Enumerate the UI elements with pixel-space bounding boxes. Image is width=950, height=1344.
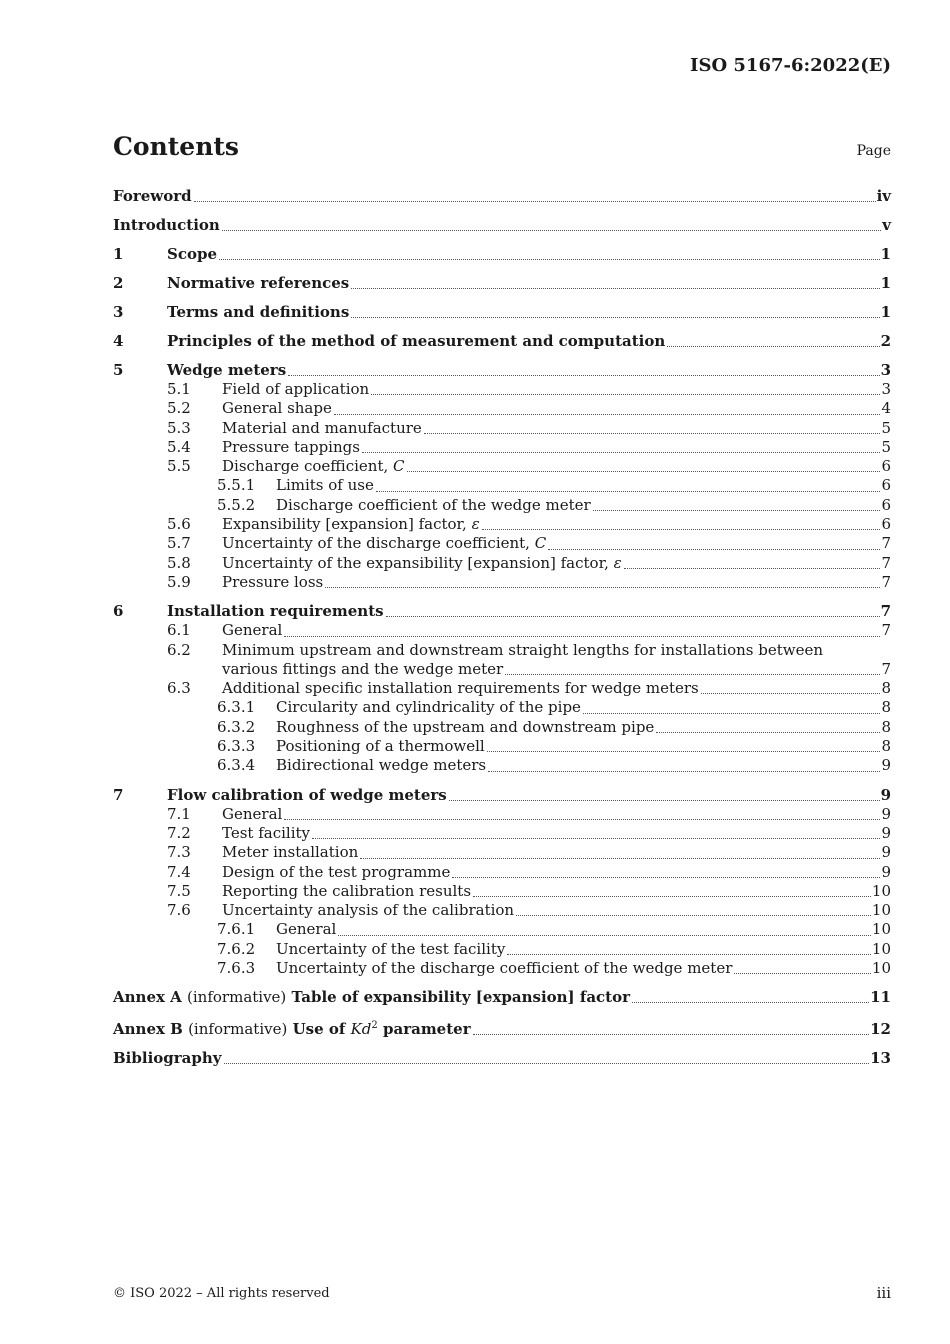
toc-number: 5.6 [167,515,191,534]
toc-entry-6-2[interactable] [113,641,891,680]
toc-number: 7.1 [167,804,191,823]
table-of-contents [113,186,891,1068]
toc-entry-clause-6[interactable] [113,601,891,621]
toc-title: Scope [167,245,218,263]
toc-entry-7-5[interactable] [113,882,891,901]
toc-entry-7-4[interactable] [113,863,891,882]
toc-title: Wedge meters [167,361,287,379]
toc-page: 6 [881,476,891,495]
toc-page: 8 [881,737,891,756]
toc-page: 5 [881,418,891,437]
toc-number: 7.6 [167,901,191,920]
symbol-c: C [534,534,547,553]
leader-dots [624,568,881,569]
toc-title-text: Expansibility [expansion] factor, [222,515,467,534]
toc-entry-5-7[interactable] [113,534,891,553]
leader-dots [424,433,881,434]
toc-page: 10 [871,920,891,939]
toc-title: Reporting the calibration results [222,881,472,900]
toc-number: 6.3.3 [217,737,256,756]
toc-entry-annex-b[interactable] [113,1016,891,1039]
annex-title-pre: Use of [292,1020,346,1039]
toc-entry-5-2[interactable] [113,399,891,418]
toc-title: Foreword [113,187,192,205]
leader-dots [371,394,880,395]
toc-page: 4 [881,399,891,418]
toc-entry-clause-4[interactable] [113,331,891,351]
toc-title: Uncertainty analysis of the calibration [222,901,515,920]
toc-page: 7 [881,572,891,591]
leader-dots [338,935,871,936]
toc-number: 5.3 [167,418,191,437]
toc-page: 1 [880,274,891,292]
annex-type: (informative) [188,1020,288,1039]
superscript-2: 2 [371,1020,378,1032]
toc-entry-5-1[interactable] [113,380,891,399]
toc-number: 5.1 [167,380,191,398]
toc-entry-6-1[interactable] [113,621,891,640]
leader-dots [325,587,880,588]
symbol-epsilon: ε [613,553,622,572]
toc-number: 6 [113,602,124,621]
toc-entry-7-6[interactable] [113,901,891,920]
toc-title: General [222,804,283,823]
toc-entry-6-3[interactable] [113,679,891,698]
leader-dots [284,636,880,637]
copyright-notice: © ISO 2022 – All rights reserved [113,1286,330,1301]
toc-entry-7-2[interactable] [113,824,891,843]
toc-title: Normative references [167,274,350,292]
toc-title: Discharge coefficient of the wedge meter [276,495,591,514]
toc-page: 9 [881,823,891,842]
toc-title-line-1: Minimum upstream and downstream straight lengths for installations between [222,640,823,659]
leader-dots [224,1063,870,1064]
toc-title-text: Uncertainty of the expansibility [expansion] factor, [222,553,609,572]
toc-entry-5-5[interactable] [113,457,891,476]
toc-number: 5.5 [167,457,191,476]
leader-dots [312,838,880,839]
toc-title: Field of application [222,380,370,398]
page-title: Contents [113,132,240,161]
symbol-c: C [393,457,405,476]
toc-number: 6.1 [167,621,191,640]
leader-dots [487,751,881,752]
toc-page: iv [876,187,891,205]
leader-dots [386,616,880,617]
toc-number: 7.5 [167,881,191,900]
toc-page: 9 [880,785,891,804]
leader-dots [449,800,880,801]
leader-dots [505,674,880,675]
toc-title: Introduction [113,216,220,234]
leader-dots [583,713,881,714]
leader-dots [407,471,881,472]
leader-dots [632,1002,869,1003]
toc-number: 5.2 [167,399,191,418]
toc-entry-5-3[interactable] [113,419,891,438]
leader-dots [488,771,880,772]
toc-number: 6.3 [167,679,191,698]
toc-title: Limits of use [276,476,374,495]
toc-page: 2 [880,332,891,350]
toc-page: 8 [881,717,891,736]
toc-title: General [222,621,283,640]
toc-entry-7-6-2[interactable] [113,940,891,959]
toc-number: 7.6.1 [217,920,256,939]
toc-page: 1 [880,245,891,263]
leader-dots [194,201,876,202]
toc-page: 6 [881,457,891,476]
toc-title: Terms and definitions [167,303,350,321]
toc-entry-7-3[interactable] [113,843,891,862]
toc-page: 7 [881,659,891,678]
leader-dots [482,529,881,530]
leader-dots [351,317,879,318]
leader-dots [667,346,879,347]
annex-type: (informative) [187,988,287,1007]
toc-number: 5 [113,361,124,379]
toc-page: 9 [881,756,891,775]
toc-page: 7 [881,534,891,553]
leader-dots [701,693,881,694]
toc-title [222,457,405,476]
leader-dots [548,549,880,550]
toc-title-text: Discharge coefficient, [222,457,389,476]
toc-title-line-2: various fittings and the wedge meter [222,659,504,678]
toc-title: Positioning of a thermowell [276,737,485,756]
leader-dots [473,1034,870,1035]
toc-page: 7 [880,602,891,621]
toc-entry-6-3-3[interactable] [113,737,891,756]
toc-title [222,554,622,573]
toc-title: Meter installation [222,843,359,862]
toc-number: 2 [113,274,124,292]
toc-entry-5-9[interactable] [113,573,891,592]
leader-dots [219,259,880,260]
toc-number: 4 [113,332,124,350]
toc-title [113,987,630,1007]
symbol-kd: Kd [350,1020,372,1039]
toc-title: General shape [222,399,332,418]
leader-dots [473,896,871,897]
toc-title: Flow calibration of wedge meters [167,785,447,804]
toc-number: 5.7 [167,534,191,553]
toc-entry-6-3-4[interactable] [113,756,891,775]
toc-page: 9 [881,843,891,862]
toc-entry-clause-2[interactable] [113,273,891,293]
leader-dots [452,877,880,878]
toc-page: 6 [881,495,891,514]
document-id: ISO 5167-6:2022(E) [690,55,891,76]
toc-entry-clause-1[interactable] [113,244,891,264]
toc-page: 3 [881,380,891,398]
leader-dots [507,954,871,955]
leader-dots [222,230,881,231]
toc-number: 3 [113,303,124,321]
leader-dots [656,732,880,733]
leader-dots [734,973,871,974]
toc-page: 7 [881,553,891,572]
toc-entry-7-1[interactable] [113,805,891,824]
toc-number: 6.3.1 [217,698,256,717]
toc-entry-clause-5[interactable] [113,360,891,380]
toc-entry-7-6-3[interactable] [113,959,891,978]
toc-title: Installation requirements [167,602,384,621]
toc-page: 3 [880,361,891,379]
toc-number: 6.3.4 [217,756,256,775]
toc-title: Bidirectional wedge meters [276,756,487,775]
toc-title: Principles of the method of measurement and computation [167,332,666,350]
toc-entry-6-3-2[interactable] [113,718,891,737]
toc-entry-6-3-1[interactable] [113,698,891,717]
toc-title: Pressure loss [222,572,324,591]
toc-title: Pressure tappings [222,437,360,456]
toc-number: 5.9 [167,572,191,591]
page-column-label: Page [856,143,891,159]
toc-page: 10 [871,901,891,920]
toc-title [113,1016,471,1039]
toc-page: 6 [881,515,891,534]
leader-dots [376,491,881,492]
toc-title: Bibliography [113,1049,222,1068]
toc-entry-5-8[interactable] [113,554,891,573]
toc-entry-5-5-1[interactable] [113,476,891,495]
toc-page: 11 [870,988,891,1007]
toc-number: 5.4 [167,437,191,456]
toc-page: 10 [871,881,891,900]
toc-page: v [882,216,891,234]
toc-title: Circularity and cylindricality of the pipe [276,698,581,717]
toc-page: 1 [880,303,891,321]
toc-entry-foreword[interactable] [113,186,891,206]
toc-page: 9 [881,804,891,823]
toc-page: 7 [881,621,891,640]
toc-entry-5-4[interactable] [113,438,891,457]
leader-dots [360,858,880,859]
toc-number: 5.5.1 [217,476,256,495]
toc-title [222,515,480,534]
leader-dots [334,414,881,415]
toc-title: Roughness of the upstream and downstream pipe [276,717,655,736]
toc-page: 12 [870,1020,891,1039]
toc-title: Uncertainty of the test facility [276,939,506,958]
toc-title-text: Uncertainty of the discharge coefficient, [222,534,530,553]
toc-title: Design of the test programme [222,862,451,881]
toc-number: 6.3.2 [217,717,256,736]
toc-number: 1 [113,245,124,263]
annex-label: Annex B [113,1020,183,1039]
toc-page: 8 [881,679,891,698]
toc-number: 7.3 [167,843,191,862]
toc-page: 13 [870,1049,891,1068]
annex-label: Annex A [113,988,182,1007]
leader-dots [593,510,881,511]
toc-number: 7.2 [167,823,191,842]
toc-title: Uncertainty of the discharge coefficient of the wedge meter [276,959,733,978]
toc-title [222,534,546,553]
toc-title: General [276,920,337,939]
toc-page: 9 [881,862,891,881]
toc-entry-5-6[interactable] [113,515,891,534]
toc-entry-annex-a[interactable] [113,987,891,1007]
toc-page: 8 [881,698,891,717]
toc-number: 5.5.2 [217,495,256,514]
toc-page: 5 [881,437,891,456]
leader-dots [351,288,879,289]
symbol-epsilon: ε [471,515,480,534]
toc-entry-5-5-2[interactable] [113,496,891,515]
toc-title: Test facility [222,823,311,842]
toc-number: 7 [113,785,124,804]
leader-dots [362,452,881,453]
toc-number: 7.4 [167,862,191,881]
toc-number: 7.6.3 [217,959,256,978]
toc-entry-introduction[interactable] [113,215,891,235]
toc-entry-7-6-1[interactable] [113,920,891,939]
toc-number: 7.6.2 [217,939,256,958]
toc-number: 5.8 [167,553,191,572]
toc-page: 10 [871,939,891,958]
leader-dots [284,819,880,820]
page-number: iii [876,1284,891,1302]
toc-page: 10 [871,959,891,978]
annex-title: Table of expansibility [expansion] factor [291,988,631,1007]
toc-number: 6.2 [167,640,191,659]
toc-entry-bibliography[interactable] [113,1048,891,1068]
annex-title-post: parameter [382,1020,471,1039]
toc-title: Additional specific installation requirements for wedge meters [222,679,699,698]
toc-entry-clause-7[interactable] [113,785,891,805]
toc-entry-clause-3[interactable] [113,302,891,322]
toc-title: Material and manufacture [222,418,422,437]
leader-dots [288,375,879,376]
leader-dots [516,915,871,916]
